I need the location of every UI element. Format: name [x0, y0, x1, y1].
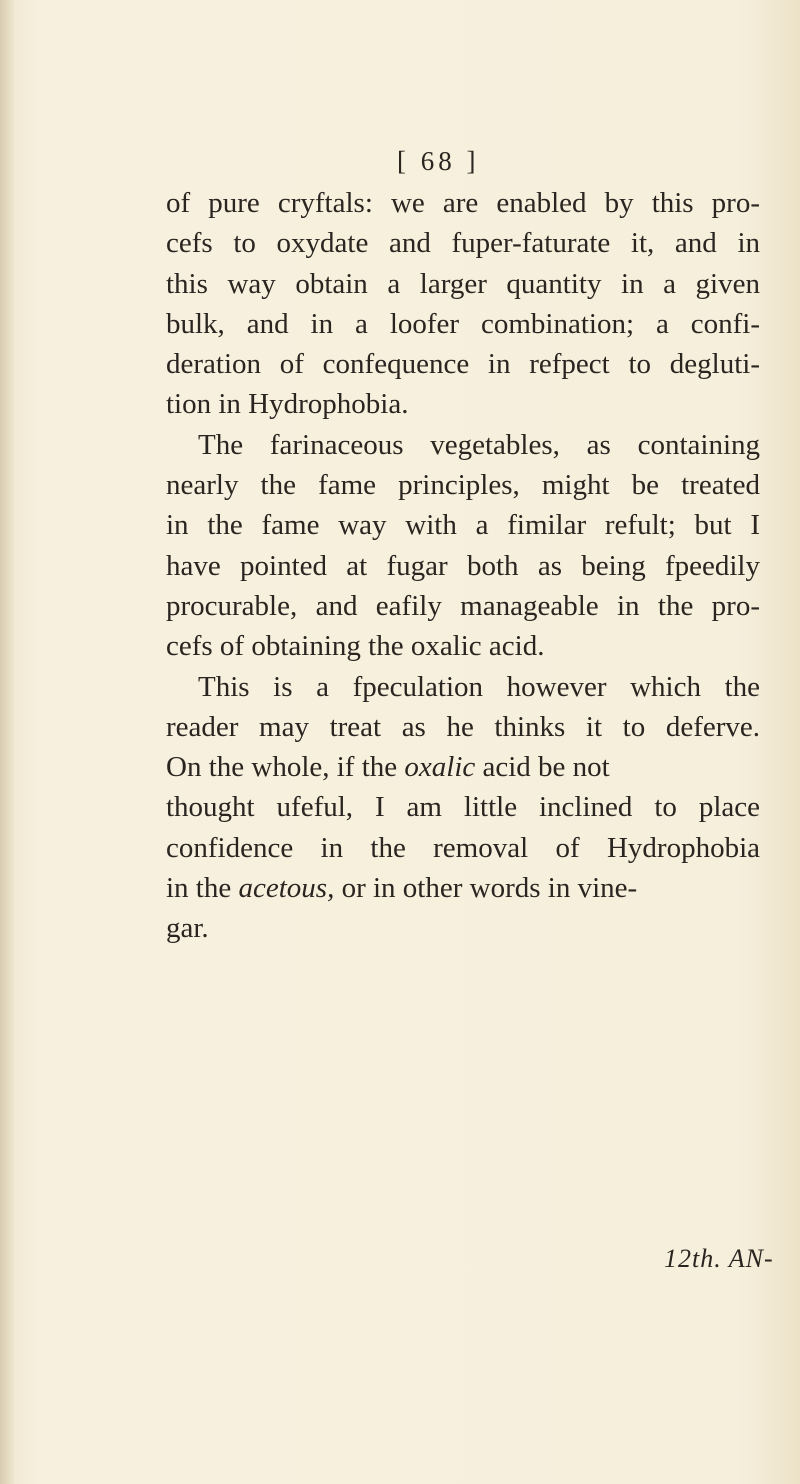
page-number: [ 68 ] — [397, 146, 480, 176]
text-line: of pure cryftals: we are enabled by this pro- — [166, 187, 760, 219]
text-line: confidence in the removal of Hydrophobia — [166, 831, 760, 864]
text-line: gar. — [166, 912, 209, 945]
text-run: in the — [166, 872, 232, 905]
paragraph-start-line: This is a fpeculation however which the — [198, 670, 760, 703]
catchword: 12th. AN- — [664, 1244, 774, 1273]
text-line: in the fame way with a fimilar refult; but I — [166, 509, 760, 542]
text-run: On the whole, if the — [166, 751, 398, 784]
text-line — [166, 747, 760, 787]
text-run: or in other words in vine- — [341, 872, 638, 905]
body-text — [166, 183, 760, 949]
text-line: procurable, and eafily manageable in the pro- — [166, 589, 760, 622]
page-edge — [0, 0, 14, 1484]
italic-term-acetous: acetous, — [238, 872, 335, 905]
text-line: nearly the fame principles, might be treated — [166, 469, 760, 502]
text-line: have pointed at fugar both as being fpeedily — [166, 549, 760, 582]
text-run: acid be not — [482, 751, 610, 784]
text-line: cefs to oxydate and fuper-faturate it, and in — [166, 227, 760, 260]
text-line: thought ufeful, I am little inclined to place — [166, 791, 760, 824]
italic-term-oxalic: oxalic — [404, 751, 476, 784]
paragraph-start-line: The farinaceous vegetables, as containing — [198, 428, 760, 461]
text-line — [166, 868, 760, 908]
text-line: cefs of obtaining the oxalic acid. — [166, 630, 545, 663]
text-line: bulk, and in a loofer combination; a confi- — [166, 307, 760, 340]
text-line: deration of confequence in refpect to degluti- — [166, 348, 760, 381]
text-line: reader may treat as he thinks it to deferve. — [166, 710, 760, 743]
text-line: this way obtain a larger quantity in a given — [166, 267, 760, 300]
text-line: tion in Hydrophobia. — [166, 388, 409, 421]
